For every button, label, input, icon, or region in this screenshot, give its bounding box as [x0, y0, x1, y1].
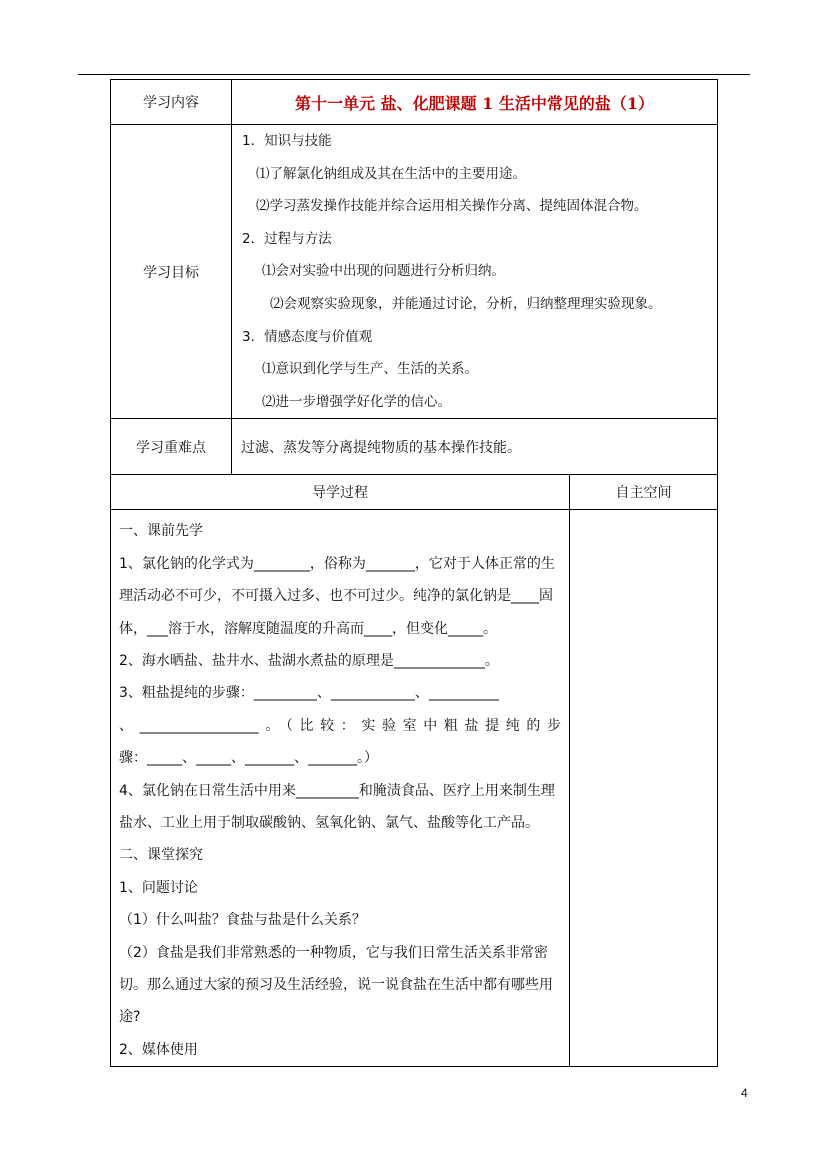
key-points-row [111, 419, 718, 475]
key-points-label: 学习重难点 [111, 419, 232, 475]
process-line: 一、课前先学 [119, 523, 203, 540]
process-line: （2）食盐是我们非常熟悉的一种物质，它与我们日常生活关系非常密 [119, 944, 548, 961]
objective-line: ⑴意识到化学与生产、生活的关系。 [262, 361, 478, 378]
content-label: 学习内容 [111, 80, 232, 125]
header-rule [78, 74, 750, 75]
page-number: 4 [741, 1086, 748, 1100]
process-line: 二、课堂探究 [119, 847, 203, 864]
objective-line: ⑵学习蒸发操作技能并综合运用相关操作分离、提纯固体混合物。 [256, 198, 648, 215]
process-line: （1）什么叫盐？食盐与盐是什么关系？ [119, 912, 366, 929]
process-line: 、_________________。（比较：实验室中粗盐提纯的步 [119, 717, 561, 734]
objective-line: ⑵进一步增强学好化学的信心。 [262, 393, 451, 410]
self-space-header: 自主空间 [570, 475, 718, 510]
objectives-label: 学习目标 [111, 125, 232, 419]
lesson-title: 第十一单元 盐、化肥课题 1 生活中常见的盐（1） [232, 80, 718, 125]
process-line: 盐水、工业上用于制取碳酸钠、氢氧化钠、氯气、盐酸等化工产品。 [119, 815, 539, 831]
process-line: 理活动必不可少，不可摄入过多、也不可过少。纯净的氯化钠是____固 [119, 588, 553, 605]
objective-line: 2．过程与方法 [242, 230, 332, 247]
self-space-cell [570, 510, 718, 1067]
process-header-row [111, 475, 718, 510]
objectives-content [232, 125, 718, 419]
process-line: 3、粗盐提纯的步骤：_________、____________、__________ [119, 685, 499, 702]
objective-line: ⑴了解氯化钠组成及其在生活中的主要用途。 [256, 165, 526, 182]
lesson-plan-table [110, 79, 718, 1067]
process-line: 骤：_____、_____、_______、_______。） [119, 750, 378, 767]
process-line: 途? [119, 1009, 141, 1026]
objective-line: 3．情感态度与价值观 [242, 328, 373, 345]
objective-line: 1．知识与技能 [242, 133, 332, 149]
objective-line: ⑴会对实验中出现的问题进行分析归纳。 [262, 263, 505, 280]
process-body-row [111, 510, 718, 1067]
process-line: 1、氯化钠的化学式为________，俗称为_______，它对于人体正常的生 [119, 555, 555, 572]
process-header: 导学过程 [111, 475, 570, 510]
process-line: 切。那么通过大家的预习及生活经验，说一说食盐在生活中都有哪些用 [119, 977, 553, 994]
process-line: 2、海水晒盐、盐井水、盐湖水煮盐的原理是_____________。 [119, 652, 499, 669]
objective-line: ⑵会观察实验现象，并能通过讨论，分析，归纳整理理实验现象。 [270, 295, 662, 312]
process-line: 1、问题讨论 [119, 879, 198, 896]
process-line: 2、媒体使用 [119, 1041, 198, 1058]
process-line: 4、氯化钠在日常生活中用来_________和腌渍食品、医疗上用来制生理 [119, 782, 555, 799]
key-points-text: 过滤、蒸发等分离提纯物质的基本操作技能。 [232, 419, 718, 475]
objectives-row [111, 125, 718, 419]
process-line: 体，___溶于水，溶解度随温度的升高而____，但变化_____。 [119, 620, 497, 637]
content-row [111, 80, 718, 125]
process-content [111, 510, 570, 1067]
